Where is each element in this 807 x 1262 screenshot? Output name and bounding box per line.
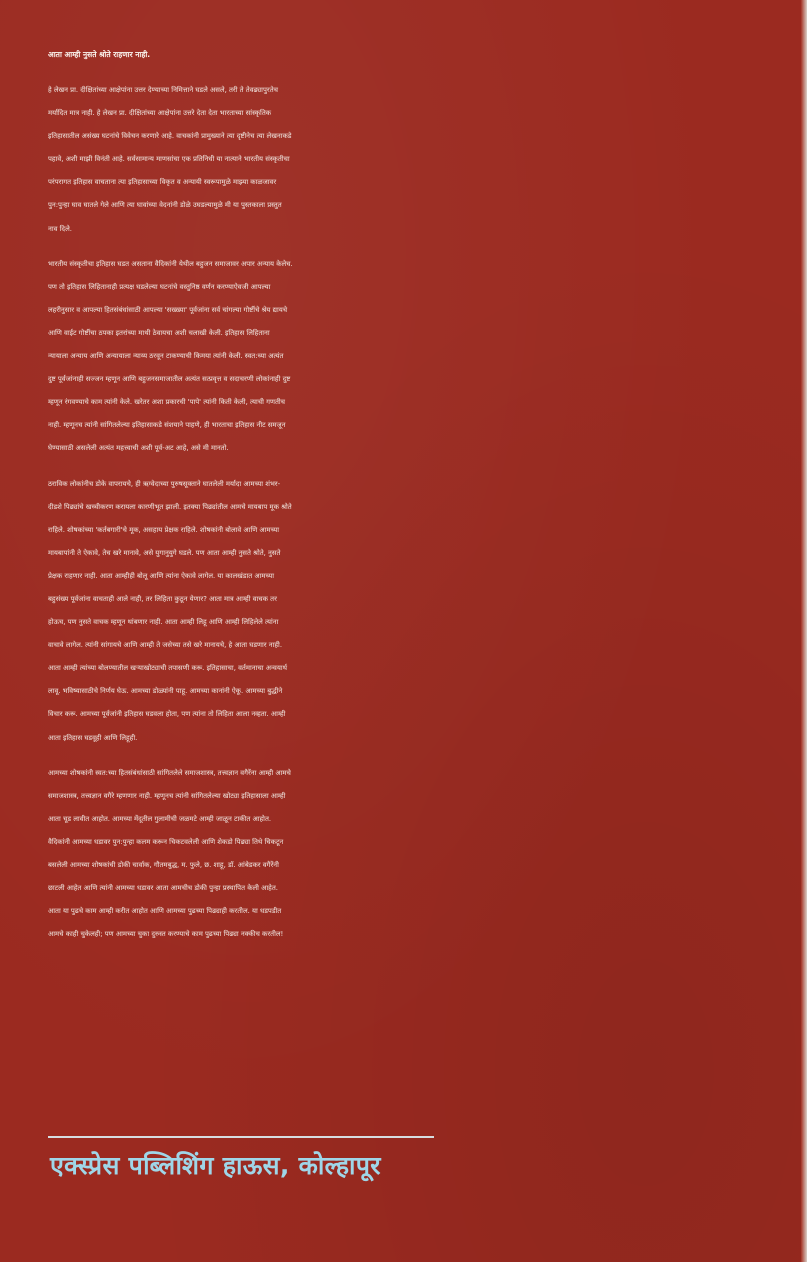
text-line: म्हणून रंगवण्याचे काम त्यांनी केले. खरेतर अशा प्रकारची 'पापे' त्यांनी किती केली, त्याची गणतीच: [48, 398, 286, 407]
text-line: आता आम्ही त्यांच्या बोलण्यातील खऱ्याखोट्याची तपासणी करू. इतिहासाचा, वर्तमानाचा अन्वयार्थ: [48, 664, 288, 673]
text-line: घेण्यासाठी असलेली अत्यंत महत्त्वाची अशी पूर्व-अट आहे, असे मी मानतो.: [48, 444, 229, 453]
text-line: ठराविक लोकांनीच डोके वापरायचे, ही ऋग्वेदाच्या पुरुषसूक्ताने घातलेली मर्यादा आमच्या शंभर-: [48, 479, 281, 488]
blurb-content: [48, 44, 786, 958]
text-line: नाही. म्हणूनच त्यांनी सांगितलेल्या इतिहासाकडे संशयाने पाहणे, ही भारताचा इतिहास नीट समजून: [48, 421, 286, 430]
text-line: आणि वाईट गोष्टींचा ठपका इतरांच्या माथी ठेवायचा अशी चलाखी केली. इतिहास लिहिताना: [48, 328, 270, 337]
text-line: पुन:पुन्हा घाव घातले गेले आणि त्या घावांच्या वेदनांनी डोळे उघडल्यामुळे मी या पुस्तकाला प्रस्तुत: [48, 201, 282, 210]
paragraph-1: [48, 79, 786, 241]
text-line: भारतीय संस्कृतीचा इतिहास घडत असताना वैदिकांनी येथील बहुजन समाजावर अपार अन्याय केलेच.: [48, 259, 293, 268]
divider-rule: [48, 1136, 434, 1138]
text-line: दीडशे पिढ्यांचे खच्चीकरण करायला कारणीभूत झाली. इतक्या पिढ्यांतील आमचे मायबाप मूक श्रोते: [48, 502, 292, 511]
paragraph-4: [48, 762, 786, 947]
text-line: दुष्ट पूर्वजांनाही सज्जन म्हणून आणि बहुजनसमाजातील अत्यंत सत्प्रवृत्त व सदाचरणी लोकांनाही दुष्ट: [48, 375, 291, 384]
text-line: मर्यादित मात्र नाही. हे लेखन प्रा. दीक्षितांच्या आक्षेपांना उत्तरे देता देता भारताच्या सांस्कृतिक: [48, 109, 272, 118]
text-line: पण तो इतिहास लिहितानाही प्रत्यक्ष घडलेल्या घटनांचे वस्तुनिष्ठ वर्णन करण्याऐवजी आपल्या: [48, 282, 271, 291]
page-edge: [801, 0, 807, 1262]
text-line: होऊच, पण नुसते वाचक म्हणून थांबणार नाही. आता आम्ही लिहू आणि आम्ही लिहिलेले त्यांना: [48, 618, 279, 627]
text-line: बहुसंख्य पूर्वजांना वाचताही आले नाही, तर लिहिता कुठून येणार? आता मात्र आम्ही वाचक तर: [48, 594, 277, 603]
text-line: लहरीनुसार व आपल्या हितसंबंधांसाठी आपल्या 'सख्ख्या' पूर्वजांना सर्व चांगल्या गोष्टींचे श्रेय द्यायचे: [48, 305, 288, 314]
text-line: प्रेक्षक राहणार नाही. आता आम्हीही बोलू आणि त्यांना ऐकावे लागेल. या कालखंडात आमच्या: [48, 571, 275, 580]
text-line: आता या पुढचे काम आम्ही करीत आहोत आणि आमच्या पुढच्या पिढ्याही करतील. या धडपडीत: [48, 907, 282, 916]
text-line: वैदिकांनी आमच्या धडावर पुन:पुन्हा कलम करून चिकटवलेली आणि शेकडो पिढ्या तिथे चिकटून: [48, 837, 284, 846]
text-line: विचार करू. आमच्या पूर्वजांनी इतिहास घडवला होता, पण त्यांना तो लिहिता आला नव्हता. आम्ही: [48, 710, 286, 719]
text-line: परंपरागत इतिहास वाचताना त्या इतिहासाच्या विकृत व अन्यायी स्वरूपामुळे माझ्या काळजावर: [48, 178, 277, 187]
text-line: छाटली आहेत आणि त्यांनी आमच्या धडावर आता आमचीच डोकी पुन्हा प्रस्थापित केली आहेत.: [48, 884, 278, 893]
text-line: बसलेली आमच्या शोषकांची डोकी चार्वाक, गौतमबुद्ध, म. फुले, छ. शाहू, डॉ. आंबेडकर वगैरेंनी: [48, 861, 279, 869]
blurb-heading: आता आम्ही नुसते श्रोते राहणार नाही.: [48, 50, 151, 59]
text-line: नाव दिले.: [48, 224, 72, 233]
text-line: आमचे काही चुकेलही; पण आमच्या चुका दुरुस्त करण्याचे काम पुढच्या पिढ्या नक्कीच करतील!: [48, 930, 284, 939]
text-line: समाजशास्त्र, तत्त्वज्ञान वगैरे म्हणणार नाही. म्हणूनच त्यांनी सांगितलेल्या खोट्या इतिहासाला आम्ही: [48, 791, 286, 800]
paragraph-2: [48, 253, 786, 461]
text-line: वाचावे लागेल. त्यांनी सांगायचे आणि आम्ही ते जसेच्या तसे खरे मानायचे, हे आता घडणार नाही.: [48, 641, 283, 650]
text-line: आता चूड लावीत आहोत. आमच्या मेंदूतील गुलामीची जळमटे आम्ही जाळून टाकीत आहोत.: [48, 814, 272, 823]
text-line: इतिहासातील असंख्य घटनांचे विवेचन करणारे आहे. वाचकांनी प्रामुख्याने त्या दृष्टीनेच त्या लेखनाकडे: [48, 132, 292, 141]
text-line: आमच्या शोषकांनी स्वत:च्या हितसंबंधांसाठी सांगितलेले समाजशास्त्र, तत्त्वज्ञान वगैरेंना आम्ही आमचे: [48, 768, 291, 777]
text-line: लावू. भविष्यासाठीचे निर्णय घेऊ. आमच्या डोळ्यांनी पाहू. आमच्या कानांनी ऐकू. आमच्या बुद्धीने: [48, 687, 283, 696]
text-line: हे लेखन प्रा. दीक्षितांच्या आक्षेपांना उत्तर देण्याच्या निमित्ताने घडले असले, तरी ते तेवढ्यापुरतेच: [48, 86, 279, 94]
paragraph-3: [48, 473, 786, 750]
text-line: पहावे, अशी माझी विनंती आहे. सर्वसामान्य माणसांचा एक प्रतिनिधी या नात्याने भारतीय संस्कृतीचा: [48, 155, 290, 164]
text-line: आता इतिहास घडवूही आणि लिहूही.: [48, 733, 138, 742]
publisher-name: एक्स्प्रेस पब्लिशिंग हाऊस, कोल्हापूर: [50, 1151, 381, 1180]
text-line: मायबापांनी ते ऐकावे, तेच खरे मानावे, असे युगानुयुगे घडले. पण आता आम्ही नुसते श्रोते, नुसते: [48, 548, 281, 557]
text-line: न्यायाला अन्याय आणि अन्यायाला न्याय्य ठरवून टाकण्याची किमया त्यांनी केली. स्वत:च्या अत्यंत: [48, 352, 284, 361]
text-line: राहिले. शोषकांच्या 'कर्तबगारी'चे मूक, असहाय प्रेक्षक राहिले. शोषकांनी बोलावे आणि आमच्या: [48, 525, 280, 534]
